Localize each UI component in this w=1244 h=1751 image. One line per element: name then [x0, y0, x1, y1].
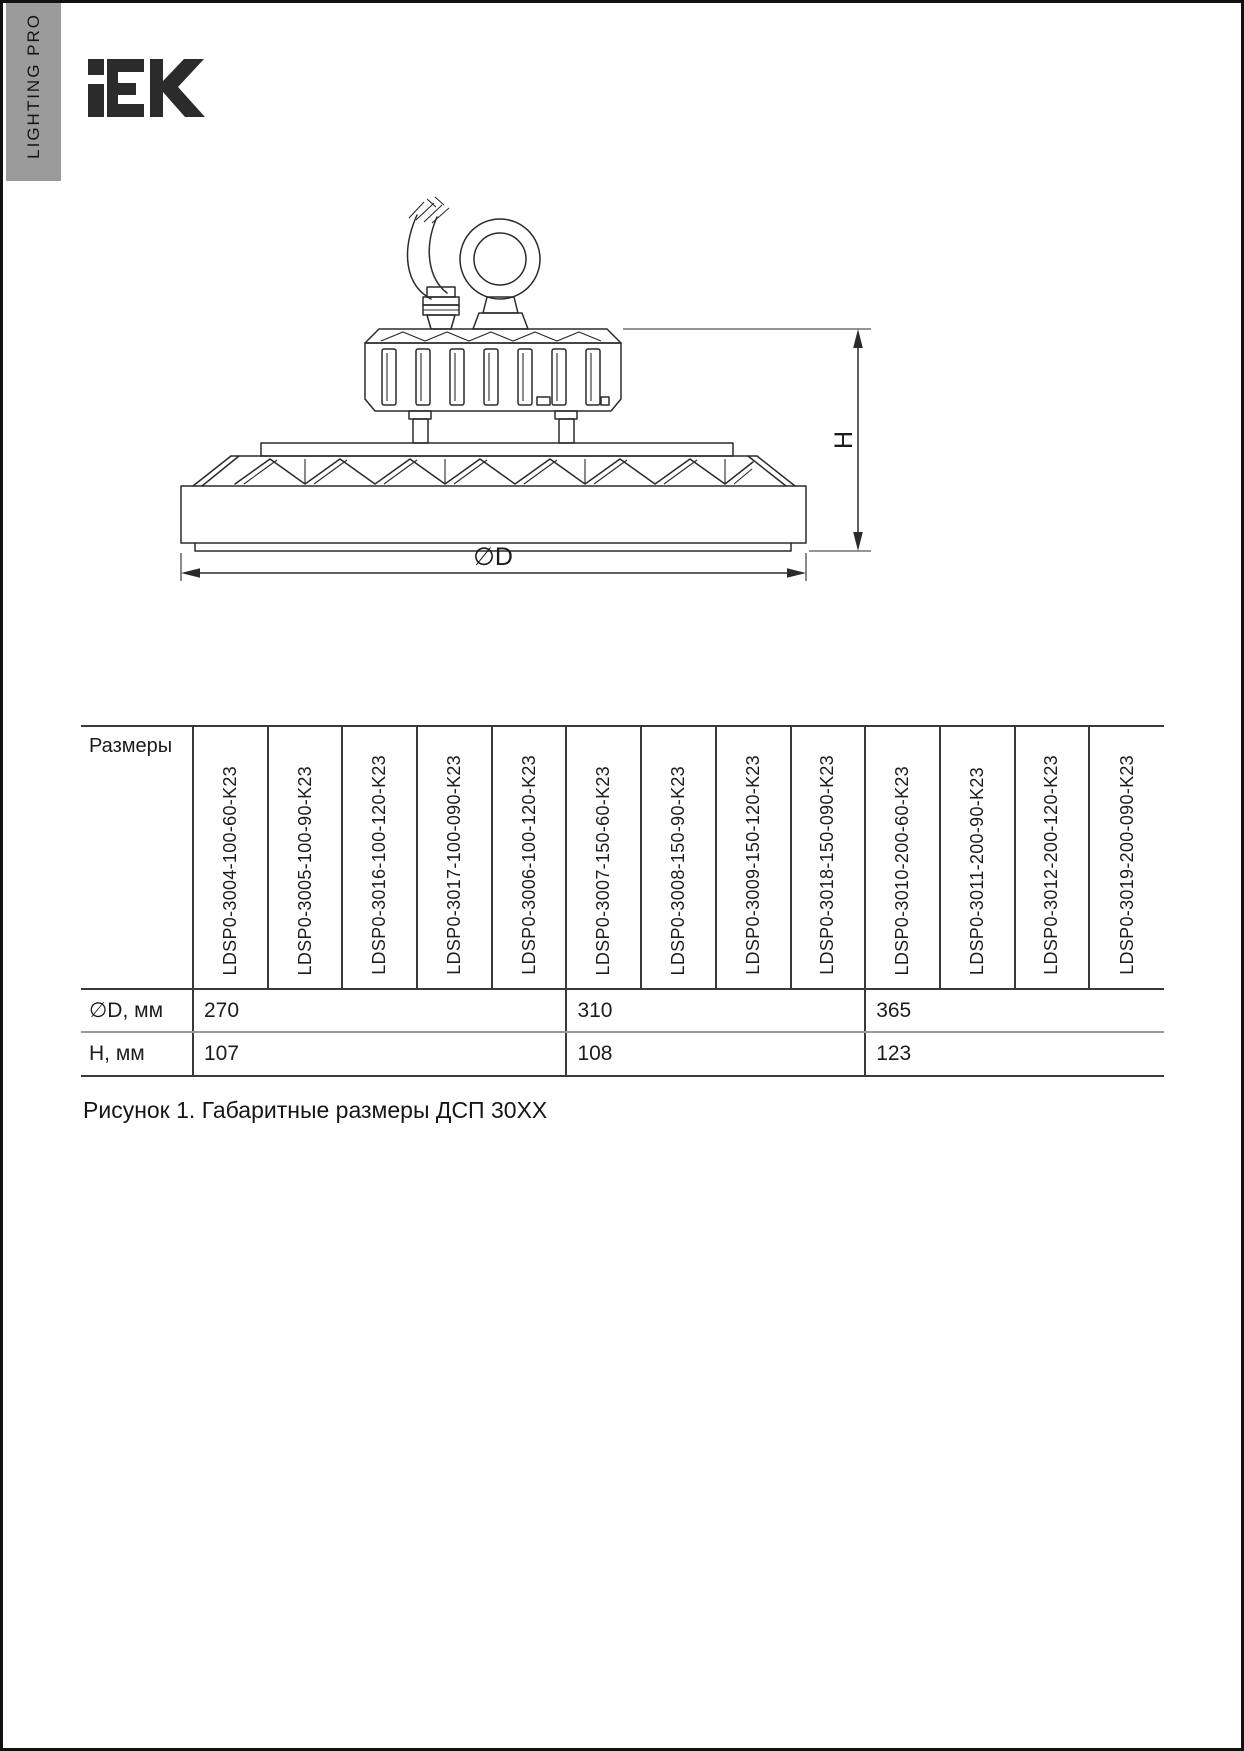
height-value-group2: 108	[566, 1032, 865, 1076]
model-column-header: LDSP0-3006-100-120-K23	[492, 726, 567, 989]
model-column-header: LDSP0-3010-200-60-K23	[865, 726, 940, 989]
diameter-value-group1: 270	[193, 989, 566, 1032]
eye-bolt-icon	[460, 219, 540, 329]
heatsink-drum	[365, 329, 621, 443]
model-column-header: LDSP0-3004-100-60-K23	[193, 726, 268, 989]
height-value-group3: 123	[865, 1032, 1164, 1076]
model-column-header: LDSP0-3007-150-60-K23	[566, 726, 641, 989]
banner-label: LIGHTING PRO	[23, 13, 43, 159]
row-label: ∅D, мм	[81, 989, 193, 1032]
model-column-header: LDSP0-3012-200-120-K23	[1015, 726, 1090, 989]
truss-ribs	[193, 456, 795, 486]
model-column-header: LDSP0-3017-100-090-K23	[417, 726, 492, 989]
figure-caption: Рисунок 1. Габаритные размеры ДСП 30ХХ	[83, 1097, 548, 1123]
model-column-header: LDSP0-3016-100-120-K23	[342, 726, 417, 989]
model-column-header: LDSP0-3018-150-090-K23	[791, 726, 866, 989]
height-value-group1: 107	[193, 1032, 566, 1076]
dimensional-drawing	[3, 3, 1003, 623]
dim-d-label: ∅D	[473, 543, 513, 571]
model-column-header: LDSP0-3011-200-90-K23	[940, 726, 1015, 989]
cable-gland-icon	[423, 287, 459, 329]
diameter-dimension	[181, 543, 806, 581]
dimensions-table	[81, 725, 1164, 1077]
diameter-value-group2: 310	[566, 989, 865, 1032]
luminaire-disc	[181, 486, 806, 551]
model-column-header: LDSP0-3008-150-90-K23	[641, 726, 716, 989]
height-row	[81, 1032, 1164, 1076]
height-dimension	[623, 329, 871, 551]
cable-icon	[408, 197, 449, 299]
corner-cell: Размеры	[81, 726, 193, 989]
model-column-header: LDSP0-3009-150-120-K23	[716, 726, 791, 989]
diameter-value-group3: 365	[865, 989, 1164, 1032]
model-header-row	[81, 726, 1164, 989]
diameter-row	[81, 989, 1164, 1032]
model-column-header: LDSP0-3005-100-90-K23	[268, 726, 343, 989]
mounting-plate	[261, 443, 733, 456]
dim-h-label: H	[830, 430, 858, 450]
model-column-header: LDSP0-3019-200-090-K23	[1089, 726, 1164, 989]
row-label: H, мм	[89, 1042, 145, 1065]
